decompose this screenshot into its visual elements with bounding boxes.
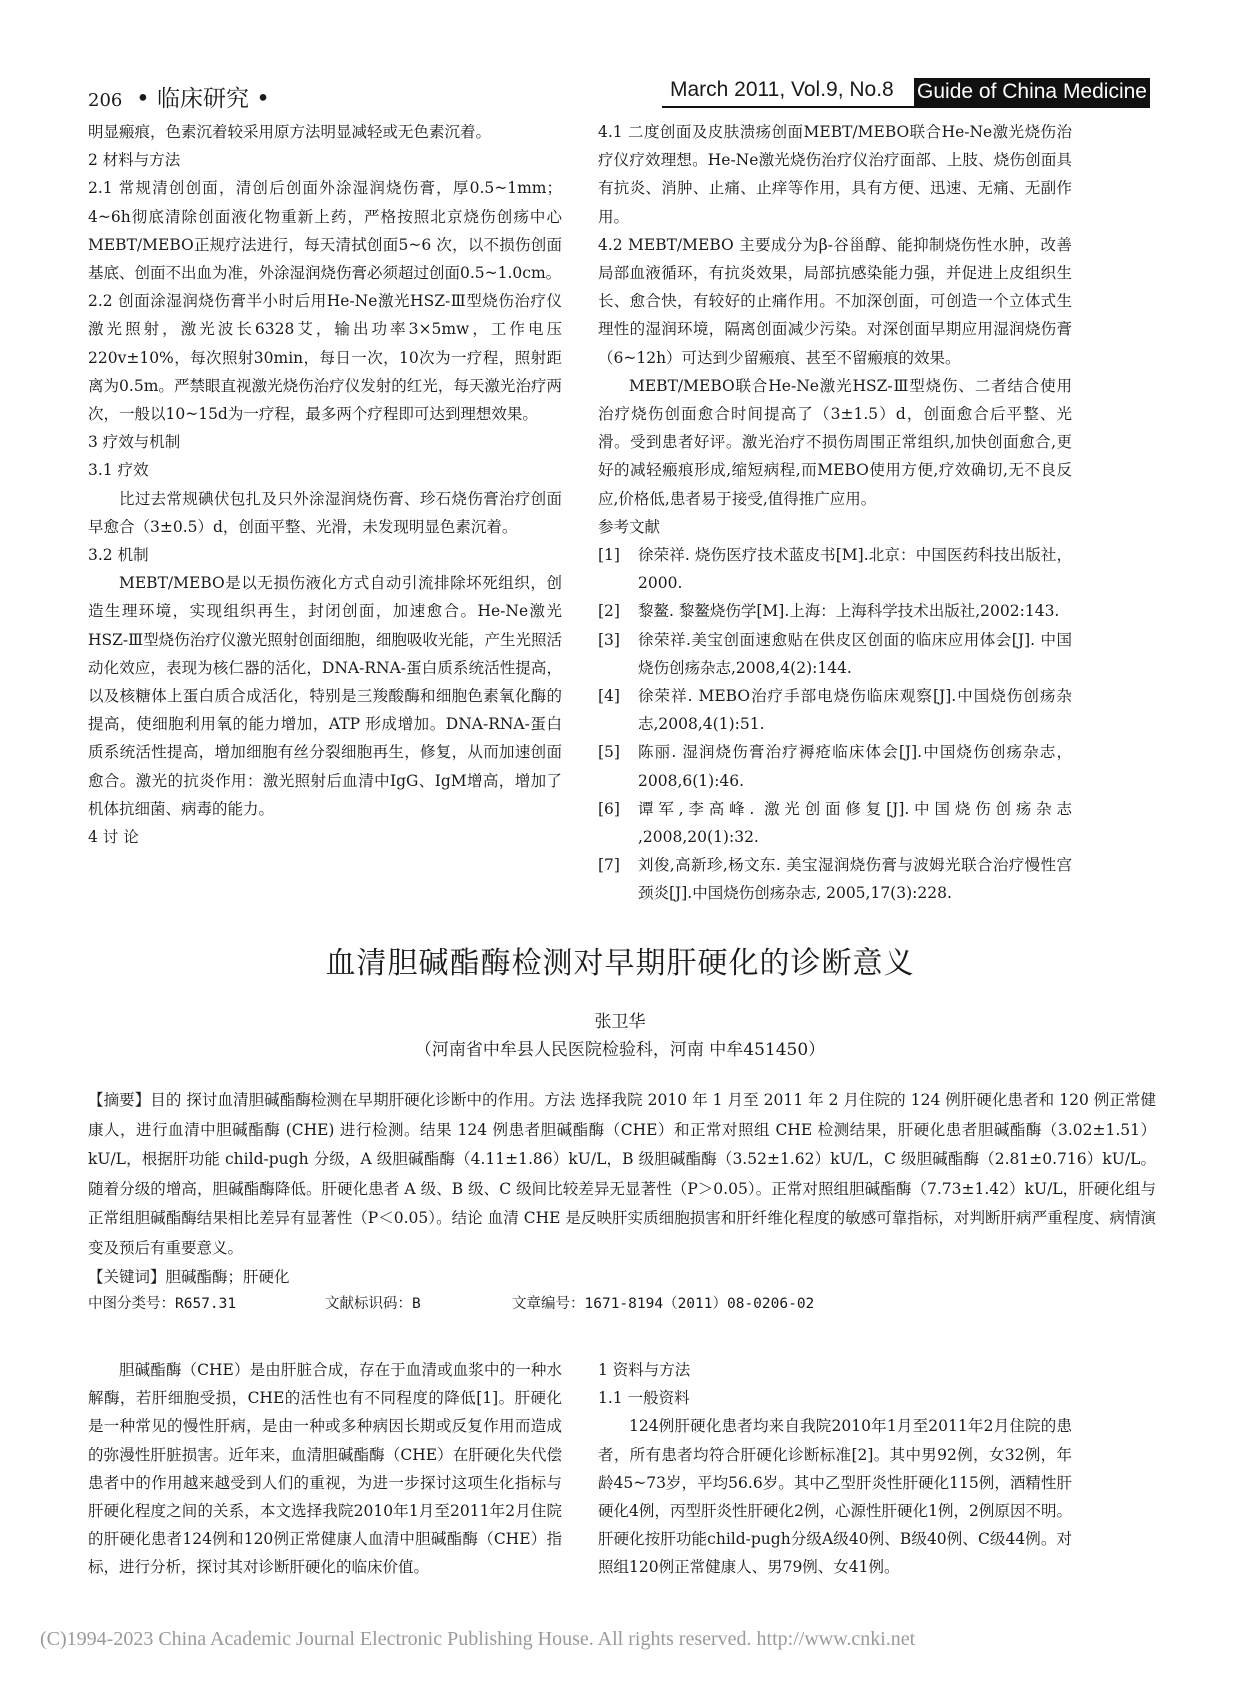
previous-article-left-column: [88, 118, 562, 851]
reference-item: [598, 626, 1072, 682]
reference-text: 徐荣祥. MEBO治疗手部电烧伤临床观察[J].中国烧伤创疡杂志,2008,4(1):51.: [638, 687, 1072, 734]
paragraph: 明显瘢痕，色素沉着较采用原方法明显减轻或无色素沉着。: [88, 123, 492, 141]
paragraph: 4 讨 论: [88, 828, 139, 847]
copyright-footer: (C)1994-2023 China Academic Journal Electronic Publishing House. All rights reserved. http://www.cnki.net: [40, 1628, 916, 1650]
paragraph: MEBT/MEBO联合He-Ne激光HSZ-Ⅲ型烧伤、二者结合使用治疗烧伤创面愈合时间提高了（3±1.5）d，创面愈合后平整、光滑。受到患者好评。激光治疗不损伤周围正常组织,加快创面愈合,更好的减轻瘢痕形成,缩短病程,而MEBO使用方便,疗效确切,无不良反应,价格低,患者易于接受,值得推广应用。: [598, 376, 1072, 508]
previous-article-right-column: [598, 118, 1072, 908]
reference-text: 谭军,李高峰. 激光创面修复[J].中国烧伤创疡杂志 ,2008,20(1):32.: [638, 799, 1072, 847]
clc-number: 中图分类号：R657.31: [88, 1296, 237, 1312]
journal-name: Guide of China Medicine: [914, 78, 1150, 106]
paragraph: 3.1 疗效: [88, 461, 149, 480]
article-author: 张卫华: [594, 1012, 646, 1032]
reference-item: [598, 795, 1072, 851]
paragraph: 3.2 机制: [88, 546, 149, 565]
reference-item: [598, 541, 1072, 597]
keywords: 【关键词】胆碱酯酶；肝硬化: [88, 1268, 290, 1286]
paragraph: 2.2 创面涂湿润烧伤膏半小时后用He-Ne激光HSZ-Ⅲ型烧伤治疗仪激光照射，激光波长6328艾，输出功率3×5mw，工作电压220v±10%，每次照射30min，每日一次，10次为一疗程，照射距离为0.5m。严禁眼直视激光烧伤治疗仪发射的红光，每天激光治疗两次，一般以10~15d为一疗程，最多两个疗程即可达到理想效果。: [88, 292, 562, 424]
section-label: • 临床研究 •: [136, 86, 270, 112]
issue-date: March 2011, Vol.9, No.8: [670, 78, 894, 101]
reference-text: 徐荣祥.美宝创面速愈贴在供皮区创面的临床应用体会[J]. 中国烧伤创疡杂志,2008,4(2):144.: [638, 630, 1072, 677]
reference-number: [4]: [598, 687, 620, 706]
paragraph: 4.1 二度创面及皮肤溃疡创面MEBT/MEBO联合He-Ne激光烧伤治疗仪疗效理想。He-Ne激光烧伤治疗仪治疗面部、上肢、烧伤创面具有抗炎、消肿、止痛、止痒等作用，具有方便、迅速、无痛、无副作用。: [598, 123, 1072, 226]
article-body-right-column: [598, 1356, 1072, 1582]
paragraph: 4.2 MEBT/MEBO 主要成分为β-谷甾醇、能抑制烧伤性水肿，改善局部血液循环，有抗炎效果，局部抗感染能力强，并促进上皮组织生长、愈合快，有较好的止痛作用。不加深创面，可创造一个立体式生理性的湿润环境，隔离创面减少污染。对深创面早期应用湿润烧伤膏（6~12h）可达到少留瘢痕、甚至不留瘢痕的效果。: [598, 235, 1072, 367]
reference-item: [598, 851, 1072, 907]
reference-number: [3]: [598, 630, 620, 649]
paragraph: 1 资料与方法: [598, 1361, 691, 1379]
reference-number: [2]: [598, 602, 620, 621]
article-number: 文章编号：1671-8194（2011）08-0206-02: [512, 1296, 815, 1312]
abstract-text: 【摘要】目的 探讨血清胆碱酯酶检测在早期肝硬化诊断中的作用。方法 选择我院 2010 年 1 月至 2011 年 2 月住院的 124 例肝硬化患者和 120 例正常健康人，进行血清中胆碱酯酶 (CHE) 进行检测。结果 124 例患者胆碱酯酶（CHE）和正常对照组 CHE 检测结果，肝硬化患者胆碱酯酶（3.02±1.51）kU/L，根据肝功能 child-pugh 分级，A 级胆碱酯酶（4.11±1.86）kU/L，B 级胆碱酯酶（3.52±1.62）kU/L，C 级胆碱酯酶（2.81±0.716）kU/L。随着分级的增高，胆碱酯酶降低。肝硬化患者 A 级、B 级、C 级间比较差异无显著性（P＞0.05）。正常对照组胆碱酯酶（7.73±1.42）kU/L，肝硬化组与正常组胆碱酯酶结果相比差异有显著性（P＜0.05）。结论 血清 CHE 是反映肝实质细胞损害和肝纤维化程度的敏感可靠指标，对判断肝病严重程度、病情演变及预后有重要意义。: [88, 1091, 1156, 1257]
reference-number: [1]: [598, 546, 620, 565]
reference-item: [598, 597, 1072, 625]
page-number: 206: [88, 90, 123, 111]
paragraph: 3 疗效与机制: [88, 433, 181, 452]
reference-text: 徐荣祥. 烧伤医疗技术蓝皮书[M].北京：中国医药科技出版社，2000.: [638, 546, 1072, 593]
article-title: 血清胆碱酯酶检测对早期肝硬化的诊断意义: [325, 946, 915, 981]
paragraph: 124例肝硬化患者均来自我院2010年1月至2011年2月住院的患者，所有患者均符合肝硬化诊断标准[2]。其中男92例，女32例，年龄45~73岁，平均56.6岁。其中乙型肝炎性肝硬化115例，酒精性肝硬化4例，丙型肝炎性肝硬化2例，心源性肝硬化1例，2例原因不明。肝硬化按肝功能child-pugh分级A级40例、B级40例、C级44例。对照组120例正常健康人、男79例、女41例。: [598, 1417, 1072, 1577]
paragraph: 1.1 一般资料: [598, 1389, 690, 1408]
document-code: 文献标识码：B: [325, 1296, 421, 1312]
reference-number: [7]: [598, 856, 620, 875]
paragraph: 2 材料与方法: [88, 151, 181, 170]
reference-item: [598, 682, 1072, 738]
reference-item: [598, 738, 1072, 794]
reference-number: [5]: [598, 743, 620, 762]
reference-text: 陈丽. 湿润烧伤膏治疗褥疮临床体会[J].中国烧伤创疡杂志，2008,6(1):46.: [638, 743, 1072, 790]
reference-text: 刘俊,高新珍,杨文东. 美宝湿润烧伤膏与波姆光联合治疗慢性宫颈炎[J].中国烧伤创疡杂志, 2005,17(3):228.: [638, 856, 1072, 903]
paragraph: 胆碱酯酶（CHE）是由肝脏合成，存在于血清或血浆中的一种水解酶，若肝细胞受损，CHE的活性也有不同程度的降低[1]。肝硬化是一种常见的慢性肝病，是由一种或多种病因长期或反复作用而造成的弥漫性肝脏损害。近年来，血清胆碱酯酶（CHE）在肝硬化失代偿患者中的作用越来越受到人们的重视，为进一步探讨这项生化指标与肝硬化程度之间的关系，本文选择我院2010年1月至2011年2月住院的肝硬化患者124例和120例正常健康人血清中胆碱酯酶（CHE）指标，进行分析，探讨其对诊断肝硬化的临床价值。: [88, 1361, 562, 1577]
abstract-block: [88, 1086, 1156, 1293]
paragraph: MEBT/MEBO是以无损伤液化方式自动引流排除坏死组织，创造生理环境，实现组织再生，封闭创面，加速愈合。He-Ne激光HSZ-Ⅲ型烧伤治疗仪激光照射创面细胞，细胞吸收光能，产生光照活动化效应，表现为核仁器的活化，DNA-RNA-蛋白质系统活性提高，以及核糖体上蛋白质合成活化，特别是三羧酸酶和细胞色素氧化酶的提高，使细胞利用氧的能力增加，ATP 形成增加。DNA-RNA-蛋白质系统活性提高，增加细胞有丝分裂细胞再生，修复，从而加速创面愈合。激光的抗炎作用：激光照射后血清中IgG、IgM增高，增加了机体抗细菌、病毒的能力。: [88, 574, 562, 818]
references-list: [598, 541, 1072, 908]
article-affiliation: （河南省中牟县人民医院检验科，河南 中牟451450）: [414, 1040, 826, 1060]
article-body-left-column: [88, 1356, 562, 1582]
paragraph: 2.1 常规清创创面，清创后创面外涂湿润烧伤膏，厚0.5~1mm；4~6h彻底清除创面液化物重新上药，严格按照北京烧伤创疡中心MEBT/MEBO正规疗法进行，每天清拭创面5~6 次，以不损伤创面基底、创面不出血为准，外涂湿润烧伤膏必须超过创面0.5~1.0cm。: [88, 179, 562, 283]
paragraph: 比过去常规碘伏包扎及只外涂湿润烧伤膏、珍石烧伤膏治疗创面早愈合（3±0.5）d，创面平整、光滑，未发现明显色素沉着。: [88, 489, 562, 536]
paragraph: 参考文献: [598, 517, 661, 536]
running-header-right: [662, 78, 1150, 108]
running-header-left: [88, 80, 270, 113]
reference-text: 黎鳌. 黎鳌烧伤学[M].上海：上海科学技术出版社,2002:143.: [638, 602, 1060, 621]
reference-number: [6]: [598, 799, 620, 818]
